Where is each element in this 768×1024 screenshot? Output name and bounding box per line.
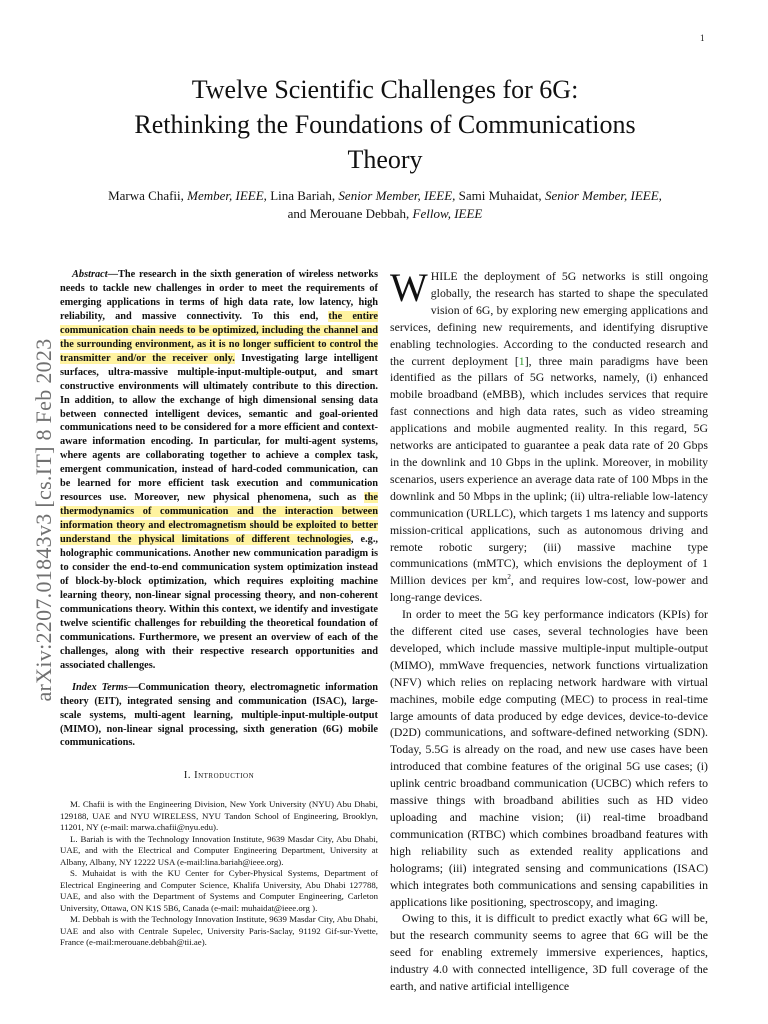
abstract-text: Investigating large intelligent surfaces, ultra-massive multiple-input-multiple-output, and smart constructive environments will ultimately contribute to this direction. In addition, to allow the exchange of high dimensional sensing data between connected intelligent devices, semantic and goal-oriented communications need to be considered for a more efficient and context-aware information encoding. In particular, for multi-agent systems, where agents are collaborating together to achieve a complex task, emergent communication, instead of hard-coded communication, can be learned for more efficient task execution and communication resources use. Moreover, new physical phenomena, such as — [60, 352, 379, 504]
footnote: M. Chafii is with the Engineering Division, New York University (NYU) Abu Dhabi, 129188, UAE and NYU WIRELESS, NYU Tandon School of Engineering, Brooklyn, 11201, NY (e-mail: marwa.chafii@nyu.edu). — [60, 799, 378, 833]
title-line-2: Rethinking the Foundations of Communications — [134, 110, 636, 139]
left-column — [60, 268, 378, 949]
abstract-highlight: the entire communication chain needs to be optimized, including the channel and the surrounding environment, as it is no longer sufficient to control the transmitter and/or the receiver only. — [60, 310, 378, 364]
citation-link[interactable]: 1 — [518, 353, 525, 368]
section-title: Introduction — [194, 770, 255, 782]
paragraph-text: HILE the deployment of 5G networks is still ongoing globally, the research has started to shape the speculated vision of 6G, by exploring new emerging applications and services, defining new requirements, and identifying disruptive enabling technologies. According to the conducted research and the current deployment [ — [390, 269, 708, 368]
paragraph-text: , and requires low-cost, low-power and long-range devices. — [390, 573, 708, 605]
footnote: S. Muhaidat is with the KU Center for Cyber-Physical Systems, Department of Electrical Engineering and Computer Science, Khalifa University, Abu Dhabi 127788, UAE, and also with the Department of Systems and Computer Engineering, Carleton University, Ottawa, ON K1S 5B6, Canada (e-mail: muhaidat@ieee.org ). — [60, 868, 378, 913]
superscript: 2 — [507, 573, 511, 582]
arxiv-identifier: arXiv:2207.01843v3 [cs.IT] 8 Feb 2023 — [31, 338, 56, 702]
author-list — [60, 187, 710, 223]
title-block — [60, 72, 710, 223]
author-name: Marwa Chafii, — [108, 188, 188, 203]
section-heading — [60, 770, 378, 781]
author-affiliation: Senior Member, IEEE, — [544, 188, 662, 203]
index-terms — [60, 681, 378, 751]
title-line-1: Twelve Scientific Challenges for 6G: — [191, 75, 579, 104]
author-affiliation: Senior Member, IEEE, — [338, 188, 456, 203]
body-paragraph — [390, 265, 708, 606]
drop-cap: W — [390, 265, 428, 310]
page-number: 1 — [700, 33, 705, 43]
title-line-3: Theory — [347, 145, 423, 174]
right-column — [390, 265, 708, 995]
author-name: Lina Bariah, — [266, 188, 339, 203]
author-affiliation: Member, IEEE, — [187, 188, 267, 203]
footnote: M. Debbah is with the Technology Innovation Institute, 9639 Masdar City, Abu Dhabi, UAE and also with Centrale Supelec, University Paris-Saclay, 91192 Gif-sur-Yvette, France (e-mail:merouane.debbah@tii.ae). — [60, 914, 378, 948]
paragraph-text: ], three main paradigms have been identified as the pillars of 5G networks, namely, (i) enhanced mobile broadband (eMBB), which includes services that require fast connections and high data rates, such as video streaming applications and mobile augmented reality. In this regard, 5G networks are anticipated to guarantee a peak data rate of 20 Gbps in the downlink and 10 Gbps in the uplink. Moreover, in mobility scenarios, users experience an average data rate of 100 Mbps in the downlink and 50 Mbps in the uplink; (ii) ultra-reliable low-latency communication (URLLC), which targets 1 ms latency and supports mission-critical applications, such as autonomous driving and remote robotic surgery; (iii) massive machine type communications (mMTC), which envisions the deployment of 1 Million devices per km — [390, 353, 708, 588]
author-name: Sami Muhaidat, — [455, 188, 545, 203]
section-number: I. — [183, 770, 195, 782]
index-terms-text: —Communication theory, electromagnetic information theory (EIT), integrated sensing and communication (ISAC), large-scale systems, multi-agent learning, multiple-input-multiple-output (MIMO), non-linear signal processing, sixth generation (6G) mobile communications. — [60, 681, 378, 749]
abstract-text: , e.g., holographic communications. Another new communication paradigm is to consider the end-to-end communication system optimization instead of block-by-block optimization, which requires exploiting machine learning theory, non-linear signal processing theory, and non-coherent communications theory. Within this context, we identify and investigate twelve scientific challenges for rebuilding the theoretical foundation of communications. Furthermore, we present an overview of each of the challenges, along with their respective research opportunities and associated challenges. — [60, 534, 379, 671]
abstract-highlight: the thermodynamics of communication and the interaction between information theory and electromagnetism should be exploited to better understand the physical limitations of different technologies — [60, 492, 378, 546]
footnote: L. Bariah is with the Technology Innovation Institute, 9639 Masdar City, Abu Dhabi, UAE, and with the Electrical and Computer Engineering Department, University at Albany, Albany, NY 12222 USA (e-mail:lina.bariah@ieee.org). — [60, 833, 378, 867]
footnotes — [60, 799, 378, 949]
abstract — [60, 268, 378, 673]
abstract-label: Abstract — [72, 269, 108, 280]
paper-title — [60, 72, 710, 177]
index-terms-label: Index Terms — [72, 681, 128, 693]
author-name: and Merouane Debbah, — [287, 206, 413, 221]
body-paragraph: Owing to this, it is difficult to predict exactly what 6G will be, but the research community seems to agree that 6G will be the seed for enabling extremely immersive experiences, haptics, industry 4.0 with connected intelligence, 3D full coverage of the earth, and native artificial intelligence — [390, 911, 708, 994]
author-affiliation: Fellow, IEEE — [412, 206, 483, 221]
abstract-text: —The research in the sixth generation of wireless networks needs to tackle new challenges in order to meet the requirements of emerging applications in terms of high data rate, low latency, high reliability, and massive connectivity. To this end, — [60, 269, 378, 322]
body-paragraph: In order to meet the 5G key performance indicators (KPIs) for the different cited use cases, several technologies have been developed, which include massive multiple-input multiple-output (MIMO), mmWave frequencies, network functions virtualization (NFV) which relies on replacing network hardware with virtual machines, mobile edge computing (MEC) to process in real-time large amounts of data produced by edge devices, device-to-device (D2D) communications, and software-defined networking (SDN). Today, 5.5G is already on the road, and new use cases have been introduced that combine features of the original 5G use cases; (i) uplink centric broadband communication (UCBC) which refers to massive things with broadband abilities such as HD video uploading and machine vision; (ii) real-time broadband communication (RTBC) which combines broadband features with high reliability such as extended reality applications and holograms; (iii) integrated sensing and communications (ISAC) which integrates both communications and sensing capabilities in applications like positioning, spectroscopy, and imaging. — [390, 607, 708, 909]
